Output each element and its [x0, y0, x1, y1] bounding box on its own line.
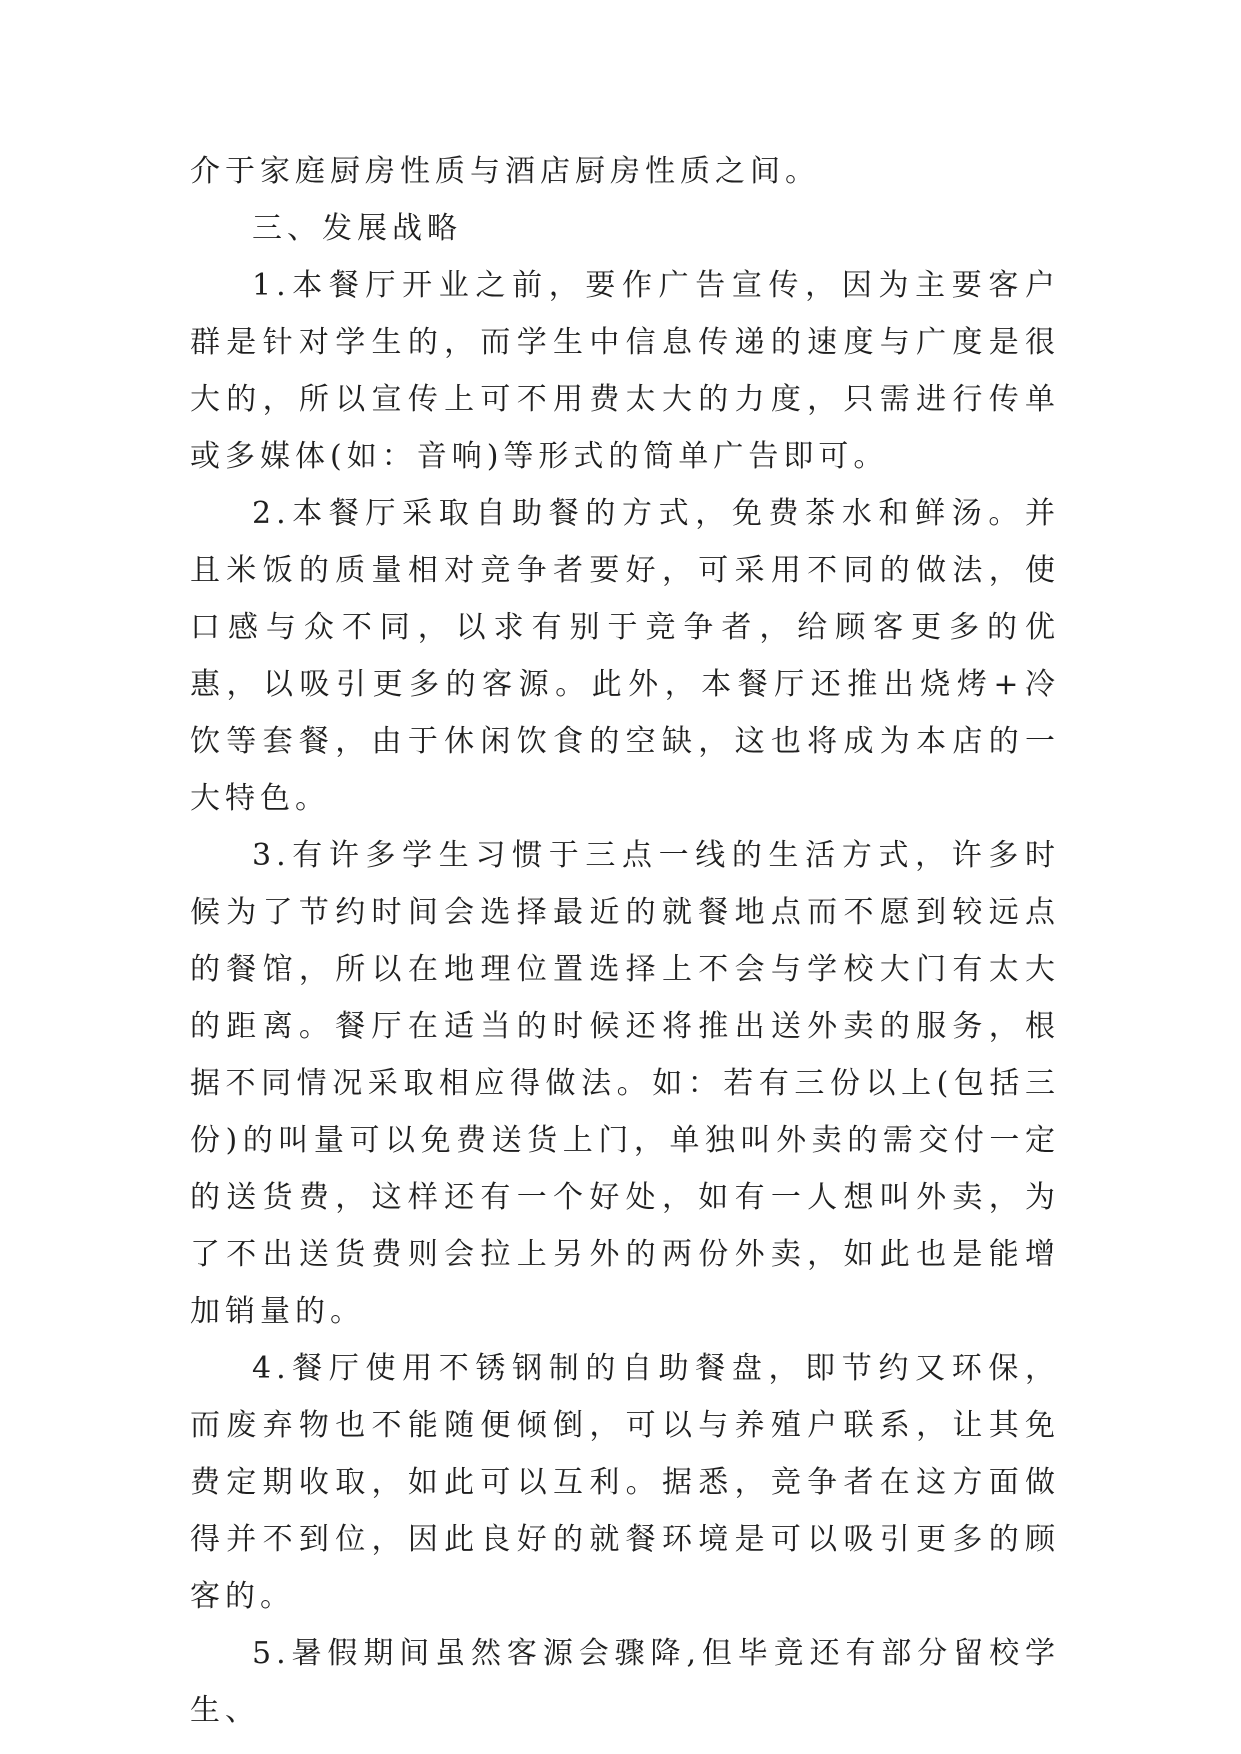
paragraph-continuation: 介于家庭厨房性质与酒店厨房性质之间。 [190, 154, 820, 189]
paragraph-strategy-4: 4.餐厅使用不锈钢制的自助餐盘，即节约又环保，而废弃物也不能随便倾倒，可以与养殖户联系，让其免费定期收取，如此可以互利。据悉，竞争者在这方面做得并不到位，因此良好的就餐环境是可以吸引更多的顾客的。 [190, 1351, 1060, 1614]
document-body [190, 143, 1060, 1739]
paragraph-strategy-5: 5.暑假期间虽然客源会骤降,但毕竟还有部分留校学生、 [190, 1636, 1060, 1728]
paragraph-strategy-2: 2.本餐厅采取自助餐的方式，免费茶水和鲜汤。并且米饭的质量相对竞争者要好，可采用不同的做法，使口感与众不同，以求有别于竞争者，给顾客更多的优惠，以吸引更多的客源。此外，本餐厅还推出烧烤+冷饮等套餐，由于休闲饮食的空缺，这也将成为本店的一大特色。 [190, 496, 1060, 816]
section-heading: 三、发展战略 [252, 211, 462, 246]
paragraph-strategy-3: 3.有许多学生习惯于三点一线的生活方式，许多时候为了节约时间会选择最近的就餐地点而不愿到较远点的餐馆，所以在地理位置选择上不会与学校大门有太大的距离。餐厅在适当的时候还将推出送外卖的服务，根据不同情况采取相应得做法。如：若有三份以上(包括三份)的叫量可以免费送货上门，单独叫外卖的需交付一定的送货费，这样还有一个好处，如有一人想叫外卖，为了不出送货费则会拉上另外的两份外卖，如此也是能增加销量的。 [190, 838, 1060, 1329]
paragraph-strategy-1: 1.本餐厅开业之前，要作广告宣传，因为主要客户群是针对学生的，而学生中信息传递的速度与广度是很大的，所以宣传上可不用费太大的力度，只需进行传单或多媒体(如：音响)等形式的简单广告即可。 [190, 268, 1060, 474]
